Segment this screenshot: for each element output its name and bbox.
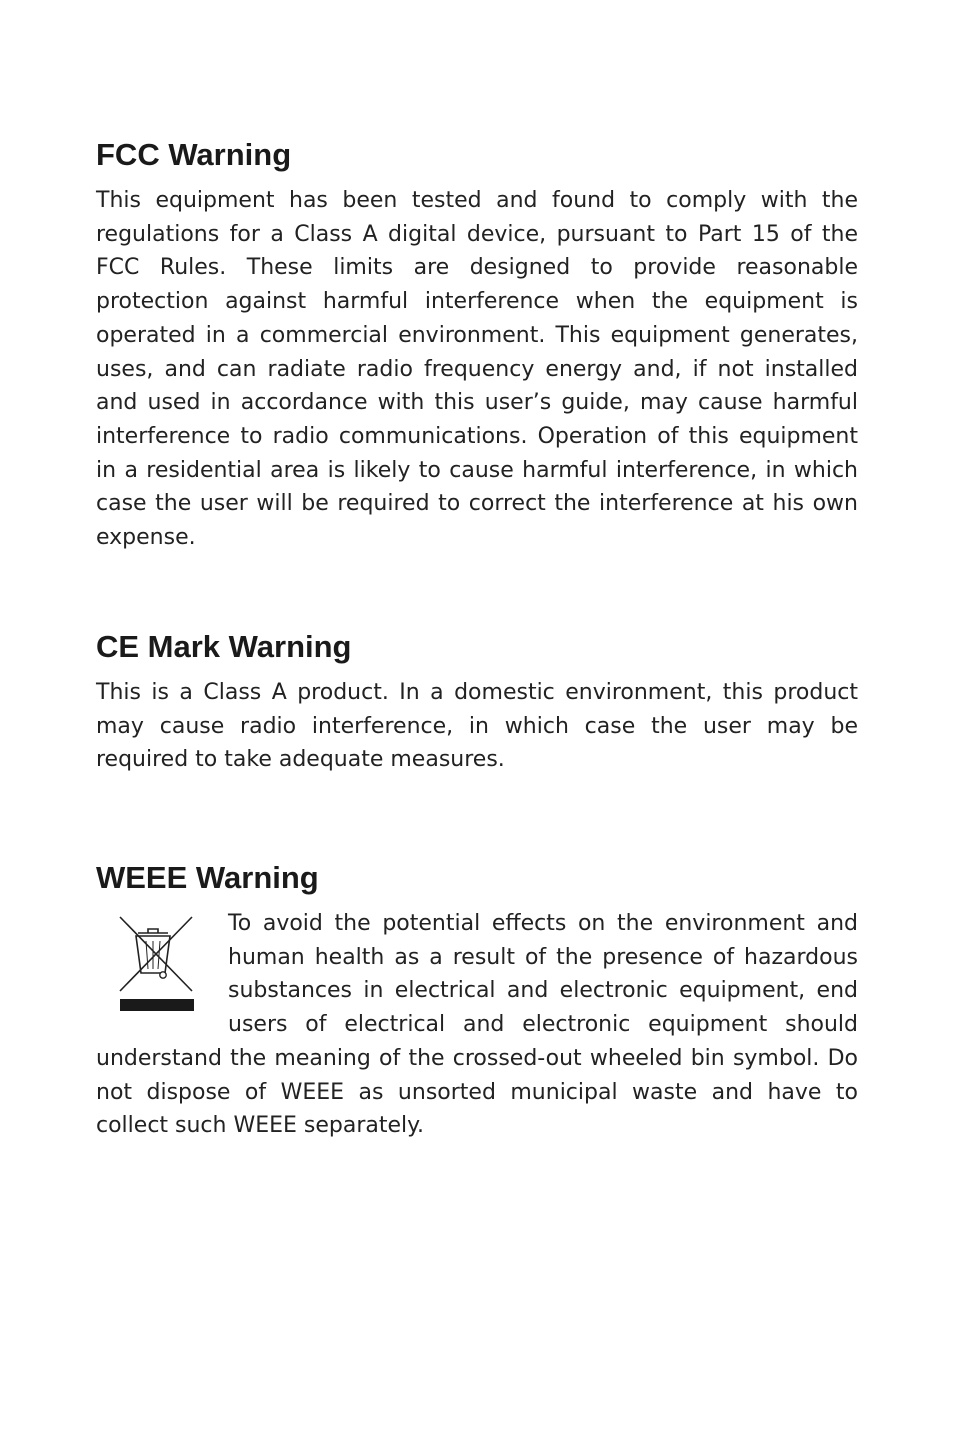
- weee-warning-content: [96, 907, 858, 1143]
- ce-mark-warning-text: This is a Class A product. In a domestic environment, this product may cause radio interference, in which case the user may be required to take adequate measures.: [96, 680, 858, 773]
- fcc-warning-section: [96, 136, 858, 555]
- fcc-warning-heading: FCC Warning: [96, 137, 292, 172]
- crossed-out-wheeled-bin-icon: [108, 913, 204, 1015]
- fcc-warning-text: This equipment has been tested and found to comply with the regulations for a Class A digital device, pursuant to Part 15 of the FCC Rules. These limits are designed to provide reasonable protection against harmful interference when the equipment is operated in a commercial environment. This equipment generates, uses, and can radiate radio frequency energy and, if not installed and used in accordance with this user’s guide, may cause harmful interference to radio communications. Operation of this equipment in a residential area is likely to cause harmful interference, in which case the user will be required to correct the interference at his own expense.: [96, 188, 858, 551]
- ce-mark-warning-heading: CE Mark Warning: [96, 629, 352, 664]
- ce-mark-warning-section: [96, 628, 858, 777]
- weee-warning-section: [96, 859, 858, 1143]
- weee-warning-heading: WEEE Warning: [96, 860, 319, 895]
- weee-warning-text: To avoid the potential effects on the environment and human health as a result of the presence of hazardous substances in electrical and electronic equipment, end users of electrical and electronic equipment should understand the meaning of the crossed-out wheeled bin symbol. Do not dispose of WEEE as unsorted municipal waste and have to collect such WEEE separately.: [96, 911, 858, 1139]
